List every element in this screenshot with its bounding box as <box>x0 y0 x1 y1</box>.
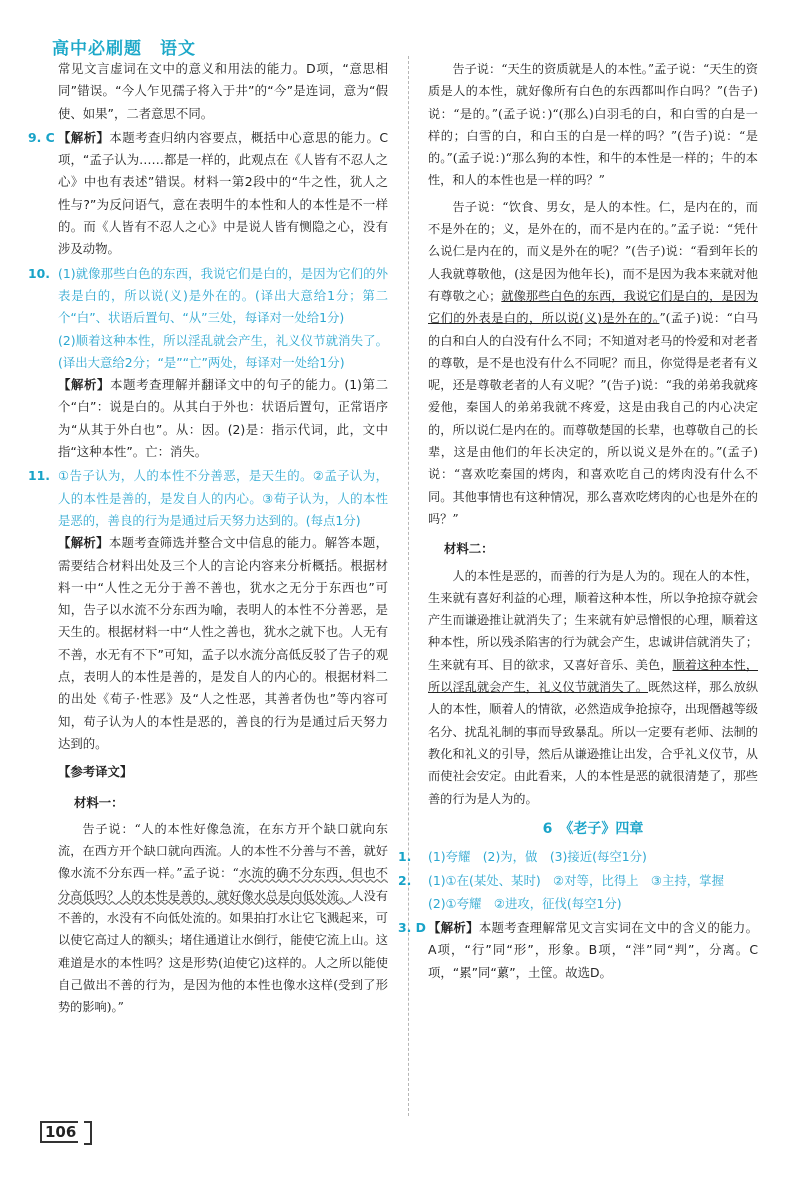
material-2-title: 材料二： <box>444 541 494 557</box>
laozi-answer-2 <box>398 870 758 915</box>
answer-11-answer: ①告子认为，人的本性不分善恶，是天生的。②孟子认为，人的本性是善的，是发自人的内心。③荀子认为，人的本性是恶的，善良的行为是通过后天努力达到的。(每点1分) <box>58 468 388 528</box>
translation-part-a: 告子说：“人的本性好像急流，在东方开个缺口就向东流，在西方开个缺口就向西流。人的本性不分善与不善，就好像水流不分东西一样。”孟子说：“ <box>58 821 388 881</box>
answer-10-number: 10. <box>28 265 50 281</box>
laozi-answer-1-text: (1)夸耀 (2)为，做 (3)接近(每空1分) <box>428 849 647 865</box>
material-2-translation <box>428 565 758 810</box>
answer-9 <box>28 127 389 261</box>
analysis-tag: 【解析】 <box>58 377 111 393</box>
material-1-translation <box>58 818 388 1019</box>
answer-10-translation-1: (1)就像那些白色的东西，我说它们是白的，是因为它们的外表是白的，所以说(义)是外在的。(译出大意给1分；第二个“白”、状语后置句、“从”三处，每译对一处给1分) <box>58 265 388 326</box>
section-title-laozi: 6 《老子》四章 <box>542 820 644 837</box>
analysis-tag: 【解析】 <box>58 129 110 145</box>
answer-11-number: 11. <box>28 468 50 484</box>
translation-p2-c: ”(孟子)说：“白马的白和白人的白没有什么不同；不知道对老马的怜爱和对老者的尊敬，是不是也没有什么不同呢？而且，你觉得是老者有义呢，还是尊敬老者的人有义呢？”(告子)说：“我的弟弟我就疼爱他，秦国人的弟弟我就不疼爱，这是由我自己的内心决定的，所以说仁是内在的。而尊敬楚国的长辈，也尊敬自己的长辈，这是由他们的年长决定的，所以说义是外在的。”(孟子)说：“喜欢吃秦国的烤肉，和喜欢吃自己的烤肉没有什么不同。其他事情也有这种情况，那么喜欢吃烤肉的心也是外在的吗？” <box>428 311 758 526</box>
answer-10-translation-2: (2)顺着这种本性，所以淫乱就会产生，礼义仪节就消失了。(译出大意给2分；“是”“亡”两处，每译对一处给1分) <box>58 332 388 370</box>
answer-11 <box>28 465 389 755</box>
answer-11-analysis: 本题考查筛选并整合文中信息的能力。解答本题，需要结合材料出处及三个人的言论内容来分析概括。根据材料一中“人性之无分于善不善也，犹水之无分于东西也”可知，告子以水流不分东西为喻，表明人的本性不分善恶，是天生的。根据材料一中“人性之善也，犹水之就下也。人无有不善，水无有不下”可知，孟子以水流分高低反驳了告子的观点，表明人的本性是善的，是发自人的内心的。根据材料二的出处《荀子·性恶》及“人之性恶，其善者伪也”等内容可知，荀子认为人的本性是恶的，善良的行为是通过后天努力达到的。 <box>58 535 389 751</box>
header-title: 高中必刷题 语文 <box>52 39 196 59</box>
translation-underline-2: 顺着这种本性，所以淫乱就会产生，礼义仪节就消失了。 <box>428 657 759 695</box>
analysis-tag: 【解析】 <box>58 535 109 551</box>
column-divider <box>408 56 409 1116</box>
answer-9-number: 9. C <box>28 129 55 145</box>
page-number-bracket <box>84 1121 92 1145</box>
laozi-answer-3 <box>398 917 759 984</box>
answer-10 <box>28 263 388 464</box>
page-number: 106 <box>40 1121 78 1143</box>
laozi-answer-2-line-2: (2)①夸耀 ②进攻，征伐(每空1分) <box>428 895 622 911</box>
q8-continuation: 常见文言虚词在文中的意义和用法的能力。D项，“意思相同”错误。“今人乍见孺子将入于井”的“今”是连词，意为“假使、如果”，二者意思不同。 <box>58 61 388 121</box>
translation-underline-1: 就像那些白色的东西，我说它们是白的，是因为它们的外表是白的，所以说(义)是外在的。 <box>428 288 759 326</box>
analysis-tag: 【解析】 <box>428 919 479 935</box>
laozi-answer-2-number: 2. <box>398 873 412 889</box>
reference-translation-title: 【参考译文】 <box>58 764 133 780</box>
laozi-answer-3-text: 本题考查理解常见文言实词在文中的含义的能力。A项，“行”同“形”，形象。B项，“泮”同“判”，分离。C项，“累”同“蔂”，土筐。故选D。 <box>428 919 759 980</box>
translation-p2-a: 告子说：“饮食、男女，是人的本性。仁，是内在的，而不是外在的；义，是外在的，而不是内在的。”孟子说：“凭什么说仁是内在的，而义是外在的呢？”(告子)说：“看到年长的人我就尊敬他，(这是因为他年长)，而不是因为我本来就对他有尊敬之心； <box>428 199 758 303</box>
answer-10-analysis: 本题考查理解并翻译文中的句子的能力。(1)第二个“白”：说是白的。从其白于外也：状语后置句，正常语序为“从其于外白也”。从：因。(2)是：指示代词，此，文中指“这种本性”。亡：消失。 <box>58 377 388 460</box>
left-column <box>28 58 389 1018</box>
translation-paragraph-1: 告子说：“天生的资质就是人的本性。”孟子说：“天生的资质是人的本性，就好像所有白色的东西都叫作白吗？”(告子)说：“是的。”(孟子说：)“(那么)白羽毛的白，和白雪的白是一样的；白雪的白，和白玉的白是一样的吗？”(告子)说：“是的。”(孟子说：)“那么狗的本性，和牛的本性是一样的；牛的本性，和人的本性也是一样的吗？” <box>428 62 758 188</box>
translation-part-c: 人没有不善的，水没有不向低处流的。如果拍打水让它飞溅起来，可以使它高过人的额头；堵住通道让水倒行，能使它流上山。这难道是水的本性吗？这是形势(迫使它)这样的。人之所以能使自己做出不善的行为，是因为他的本性也像水这样(受到了形势的影响)。” <box>58 888 389 1015</box>
answer-9-text: 本题考查归纳内容要点，概括中心意思的能力。C项，“孟子认为……都是一样的，此观点在《人皆有不忍人之心》中也有表述”错误。材料一第2段中的“牛之性，犹人之性与?”为反问语气，意在表明牛的本性和人的本性是不一样的。而《人皆有不忍人之心》中是说人皆有恻隐之心，没有涉及动物。 <box>58 129 389 257</box>
material-1-title: 材料一： <box>74 794 124 810</box>
translation-p3-a: 人的本性是恶的，而善的行为是人为的。现在人的本性，生来就有喜好利益的心理，顺着这种本性，所以争抢掠夺就会产生而谦逊推让就消失了；生来就有妒忌憎恨的心理，顺着这种本性，所以残杀陷害的行为就会产生，忠诚讲信就消失了；生来就有耳、目的欲求，又喜好音乐、美色， <box>428 568 758 672</box>
laozi-answer-3-number: 3. D <box>398 919 426 935</box>
translation-wavy-highlight: 水流的确不分东西，但也不分高低吗？人的本性是善的，就好像水总是向低处流。 <box>58 866 388 903</box>
laozi-answer-2-line-1: (1)①在(某处、某时) ②对等，比得上 ③主持，掌握 <box>428 873 724 889</box>
translation-p3-c: 既然这样，那么放纵人的本性，顺着人的情欲，必然造成争抢掠夺，出现僭越等级名分、扰乱礼制的事而导致暴乱。所以一定要有老师、法制的教化和礼义的引导，然后从谦逊推让出发，合乎礼义仪节，从而使社会安定。由此看来，人的本性是恶的就很清楚了，那些善的行为是人为的。 <box>428 680 759 806</box>
translation-paragraph-2 <box>428 196 758 530</box>
laozi-answer-1 <box>398 846 758 868</box>
right-column <box>398 58 759 984</box>
laozi-answer-1-number: 1. <box>398 849 412 865</box>
